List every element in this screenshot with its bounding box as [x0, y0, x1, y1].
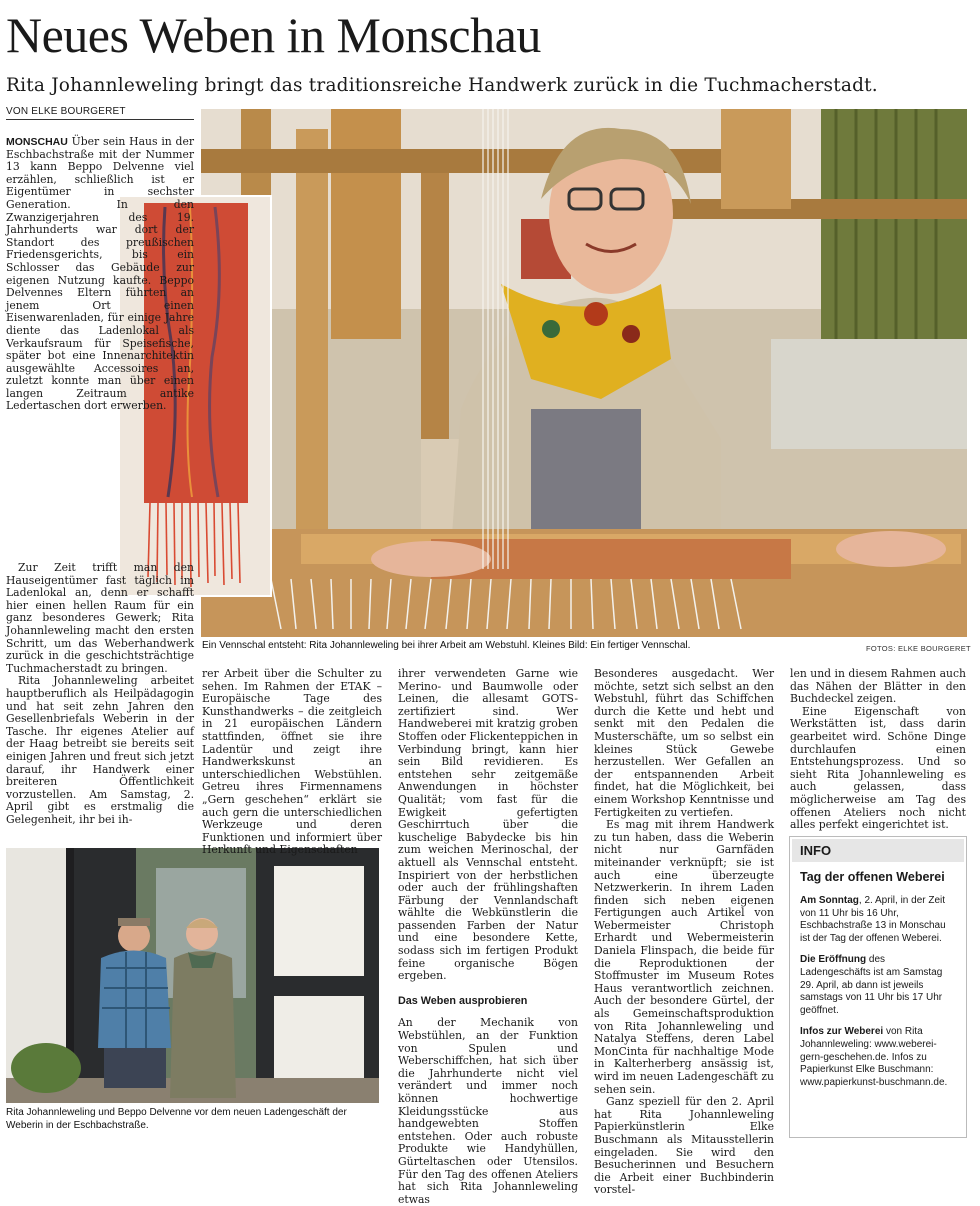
shop-front-caption: Rita Johannleweling und Beppo Delvenne vor dem neuen Ladengeschäft der Weberin in der Eschbachstraße.: [6, 1107, 347, 1131]
main-photo-caption: Ein Vennschal entsteht: Rita Johannleweling bei ihrer Arbeit am Webstuhl. Kleines Bild: Ein fertiger Vennschal.: [202, 640, 691, 651]
article-column-1-lower: [6, 562, 194, 826]
info-body: [790, 895, 966, 1089]
col3-para1: ihrer verwendeten Garne wie Merino- und Baumwolle oder Leinen, die allesamt GOTS-zertifiziert sind. Wer Handweberei mit kratzig groben Stoffen oder Flickenteppichen in Verbindung bringt, kann hier sein Bild revidieren. Es entstehen sehr zeitgemäße Anwendungen in höchster Qualität; vom fast für die Ewigkeit gefertigten Geschirrtuch über die kuschelige Babydecke bis hin zum weichen Merinoschal, der aktuell als Vennschal entsteht. Inspiriert von der herbstlichen oder auch der frühlingshaften Färbung der Vennlandschaft wählte die Webkünstlerin die passenden Farben der Natur und eine besondere Kette, sodass sich im fertigen Produkt feine organische Bögen ergeben.: [398, 667, 578, 983]
info-title: Tag der offenen Weberei: [800, 870, 945, 884]
section-subheading: Das Weben ausprobieren: [398, 994, 528, 1007]
photo-credit: FOTOS: ELKE BOURGERET: [866, 644, 971, 653]
info-item-opening: Die Eröffnung des Ladengeschäfts ist am Samstag 29. April, ab dann ist jeweils samstags von 11 Uhr bis 17 Uhr geöffnet.: [800, 954, 943, 1016]
info-item-sunday: Am Sonntag, 2. April, in der Zeit von 11 Uhr bis 16 Uhr, Eschbachstraße 13 in Monschau ist der Tag der offenen Weberei.: [800, 895, 946, 944]
info-label: INFO: [792, 839, 964, 862]
col1-para1: Über sein Haus in der Eschbachstraße mit der Nummer 13 kann Beppo Delvenne viel erzählen, schließlich ist er Eigentümer in sechster Generation. In den Zwanzigerjahren des 19. Jahrhunderts war dort der Standort des preußischen Friedensgerichts, bis ein Schlosser das Gebäude zur eigenen Nutzung kaufte. Beppo Delvennes Eltern führten an jenem Ort einen Eisenwarenladen, für einige Jahre diente das Ladenlokal als Verkaufsraum für Speisefische, später bot eine Innenarchitektin ausgewählte Accessoires an, zuletzt konnte man über einen langen Zeitraum antike Ledertaschen dort erwerben.: [6, 135, 194, 413]
col2-para1: rer Arbeit über die Schulter zu sehen. Im Rahmen der ETAK – Europäische Tage des Kunsthandwerks – die zeitgleich in 21 europäischen Ländern stattfinden, öffnet sie ihre Ladentür und zeigt ihre Handwerkskunst an unterschiedlichen Webstühlen. Getreu ihres Firmennamens „Gern geschehen“ erklärt sie auch gern die unterschiedlichen Werkzeuge und deren Funktionen und informiert über Herkunft und Eigenschaften: [202, 667, 382, 857]
article-column-1: [6, 136, 194, 413]
col5-para2: Eine Eigenschaft von Werkstätten ist, dass darin gearbeitet wird. Schöne Dinge durchlaufen einen Entstehungsprozess. Und so sieht Rita Johannleweling es auch gelassen, dass möglicherweise am Tag des offenen Ateliers noch nicht alles perfekt eingerichtet ist.: [790, 704, 966, 832]
shop-front-photo: [6, 848, 379, 1103]
info-item-links: Infos zur Weberei von Rita Johannleweling: www.weberei-gern-geschehen.de. Infos zu Papierkunst Elke Buschmann: www.papierkunst-buschmann.de.: [800, 1026, 948, 1088]
dateline: MONSCHAU: [6, 136, 68, 148]
info-box: [789, 836, 967, 1138]
col4-para3: Ganz speziell für den 2. April hat Rita Johannleweling Papierkünstlerin Elke Buschmann als Mitausstellerin eingeladen. Sie wird den Besucherinnen und Besuchern die Arbeit einer Buchbinderin vorstel-: [594, 1095, 774, 1197]
subheadline: Rita Johannleweling bringt das traditionsreiche Handwerk zurück in die Tuchmacherstadt.: [6, 75, 878, 96]
col1-para2: Zur Zeit trifft man den Hauseigentümer fast täglich im Ladenlokal an, denn er schafft hier einen hellen Raum für ein ganz besonderes Gewerk; Rita Johannleweling macht den ersten Schritt, um das Weberhandwerk zurück in die geschichtsträchtige Tuchmacherstadt zu bringen.: [6, 561, 194, 675]
col4-para1: Besonderes ausgedacht. Wer möchte, setzt sich selbst an den Webstuhl, führt das Schiffchen durch die Kette und hebt und senkt mit den Pedalen die Musterschäfte, um so selbst ein kleines Stück Gewebe herzustellen. Wer Gefallen an der entspannenden Arbeit findet, hat die Möglichkeit, bei einem Workshop Kenntnisse und Fertigkeiten zu vertiefen.: [594, 667, 774, 819]
article-column-5: [790, 668, 966, 832]
col4-para2: Es mag mit ihrem Handwerk zu tun haben, dass die Weberin nicht nur Garnfäden miteinander verknüpft; sie ist auch eine überzeugte Netzwerkerin. In ihrem Laden finden sich neben eigenen Fertigungen auch Artikel von Webermeister Christoph Erhardt und Webermeisterin Daniela Flinspach, die beide für die Reproduktionen der Stoffmuster im Museum Rotes Haus verantwortlich zeichnen. Auch der besondere Gürtel, der als Gemeinschaftsproduktion von Rita Johannleweling und Natalya Steffens, deren Label MonCinta für nachhaltige Mode in Kalterherberg ansässig ist, wird im neuen Ladengeschäft zu sehen sein.: [594, 818, 774, 1096]
col1-para3: Rita Johannleweling arbeitet hauptberuflich als Heilpädagogin und hat seit zehn Jahren den Gesellenbriefals Weberin in der Tasche. Ihr eigenes Atelier auf der Haag betreibt sie bereits seit einigen Jahren und freut sich jetzt darauf, ihr Handwerk einer breiteren Öffentlichkeit vorzustellen. Am Samstag, 2. April gibt es erstmalig die Gelegenheit, ihr bei ih-: [6, 674, 194, 826]
byline: VON ELKE BOURGERET: [6, 106, 194, 120]
article-column-2: [202, 668, 382, 857]
article-column-4: [594, 668, 774, 1197]
article-column-3: [398, 668, 578, 1206]
headline: Neues Weben in Monschau: [6, 7, 541, 63]
main-photo: [201, 109, 967, 637]
col5-para1: len und in diesem Rahmen auch das Nähen der Blätter in den Buchdeckel zeigen.: [790, 667, 966, 706]
col3-para2: An der Mechanik von Webstühlen, an der Funktion von Spulen und Weberschiffchen, hat sich über die Jahrhunderte nicht viel verändert und immer noch können hochwertige Kleidungsstücke aus handgewebten Stoffen entstehen. Oder auch robuste Produkte wie Handyhüllen, Gürteltaschen oder Utensilos. Für den Tag des offenen Ateliers hat sich Rita Johannleweling etwas: [398, 1016, 578, 1206]
